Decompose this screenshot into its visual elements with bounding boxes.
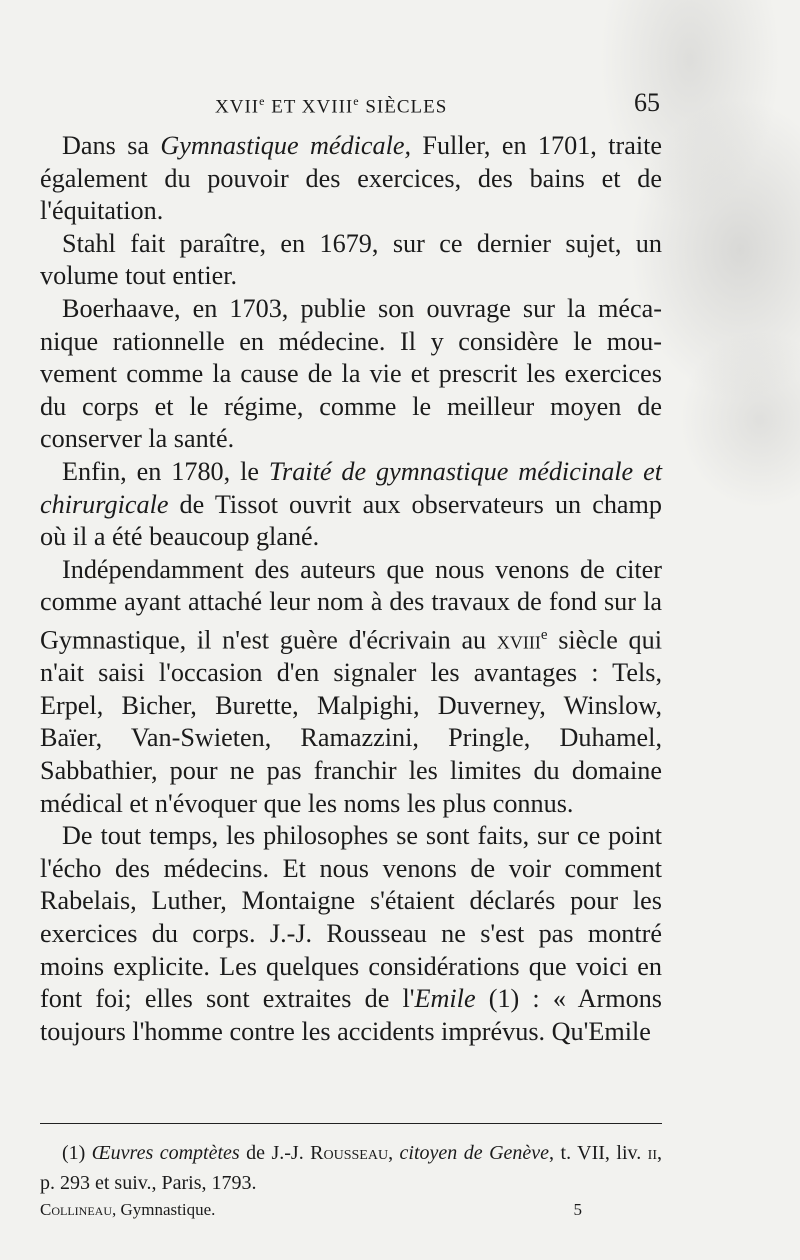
paragraph bbox=[40, 130, 662, 228]
body-text bbox=[40, 130, 662, 1048]
text-run: , t. VII, liv. bbox=[549, 1142, 648, 1164]
title-superscript: e bbox=[353, 94, 360, 108]
running-header bbox=[40, 86, 660, 126]
paragraph bbox=[40, 554, 662, 820]
title-part: XVII bbox=[215, 96, 260, 118]
page-footer bbox=[40, 1200, 662, 1220]
text-run: Indépendamment des auteurs que nous venons de citer comme ayant attaché leur nom à des travaux de fond sur la Gymnastique, il n'est guère d'écrivain au bbox=[40, 554, 662, 655]
book-numeral: ii bbox=[647, 1142, 657, 1164]
italic-title: Traité de gymnastique médicinale et chirurgicale bbox=[40, 456, 662, 519]
paragraph bbox=[40, 293, 662, 456]
superscript: e bbox=[540, 626, 548, 643]
text-run: Dans sa bbox=[62, 131, 161, 160]
footnote bbox=[40, 1138, 662, 1198]
footer-book-title: , Gymnastique. bbox=[112, 1200, 216, 1219]
text-run: Fuller, en 1701, traite également du pouvoir des exercices, des bains et de l'équitation. bbox=[40, 131, 662, 226]
signature-mark: 5 bbox=[573, 1200, 582, 1219]
text-run: (1) : « Armons toujours l'homme contre les accidents imprévus. Qu'Emile bbox=[40, 984, 662, 1046]
author-name: Rousseau bbox=[310, 1142, 389, 1164]
text-run: , p. 293 et suiv., Paris, 1793. bbox=[40, 1142, 662, 1194]
title-part: SIÈCLES bbox=[359, 96, 448, 118]
title-superscript: e bbox=[259, 94, 266, 108]
paragraph bbox=[40, 820, 662, 1048]
page-number: 65 bbox=[634, 88, 660, 117]
italic-title: Gymnastique médicale, bbox=[160, 131, 412, 160]
text-run: Boerhaave, en 1703, publie son ouvrage sur la mécanique rationnelle en médecine. Il y considère le mouvement comme la cause de la vie et prescrit les exercices du corps et le régime, comme le meilleur moyen de conserver la santé. bbox=[40, 293, 662, 454]
italic-title: Œuvres comptètes bbox=[91, 1142, 240, 1164]
running-title bbox=[215, 94, 447, 118]
text-run: , bbox=[388, 1142, 400, 1164]
italic-title: Emile bbox=[414, 984, 476, 1014]
footer-title bbox=[40, 1200, 215, 1219]
text-run: siècle qui n'ait saisi l'occasion d'en signaler les avantages : Tels, Erpel, Bicher, Burette, Malpighi, Duverney, Winslow, Baïer, Van-Swieten, Ramazzini, Pringle, Duhamel, Sabbathier, pour ne pas franchir les limites du domaine médical et n'évoquer que les noms les plus connus. bbox=[40, 625, 662, 818]
text-run: De tout temps, les philosophes se sont faits, sur ce point l'écho des médecins. Et nous venons de voir comment Rabelais, Luther, Montaigne s'étaient déclarés pour les exercices du corps. J.-J. Rousseau ne s'est pas montré moins explicite. Les quelques considérations que voici en font foi; elles sont extraites de l' bbox=[40, 821, 662, 1014]
text-run: de J.-J. bbox=[239, 1142, 311, 1164]
footer-author: Collineau bbox=[40, 1200, 112, 1219]
title-part: ET XVIII bbox=[265, 96, 354, 118]
paragraph bbox=[40, 456, 662, 554]
footnote-text bbox=[40, 1138, 662, 1198]
text-run: Enfin, en 1780, le bbox=[62, 456, 269, 486]
paragraph bbox=[40, 228, 662, 293]
text-run: de Tissot ouvrit aux observateurs un champ où il a été beaucoup glané. bbox=[40, 489, 662, 552]
century-numeral: xviii bbox=[496, 625, 541, 655]
footnote-marker: (1) bbox=[62, 1142, 92, 1164]
text-run: Stahl fait paraître, en 1679, sur ce dernier sujet, un volume tout entier. bbox=[40, 228, 662, 291]
italic-text: citoyen de Genève bbox=[399, 1142, 550, 1164]
footnote-divider bbox=[40, 1123, 662, 1124]
